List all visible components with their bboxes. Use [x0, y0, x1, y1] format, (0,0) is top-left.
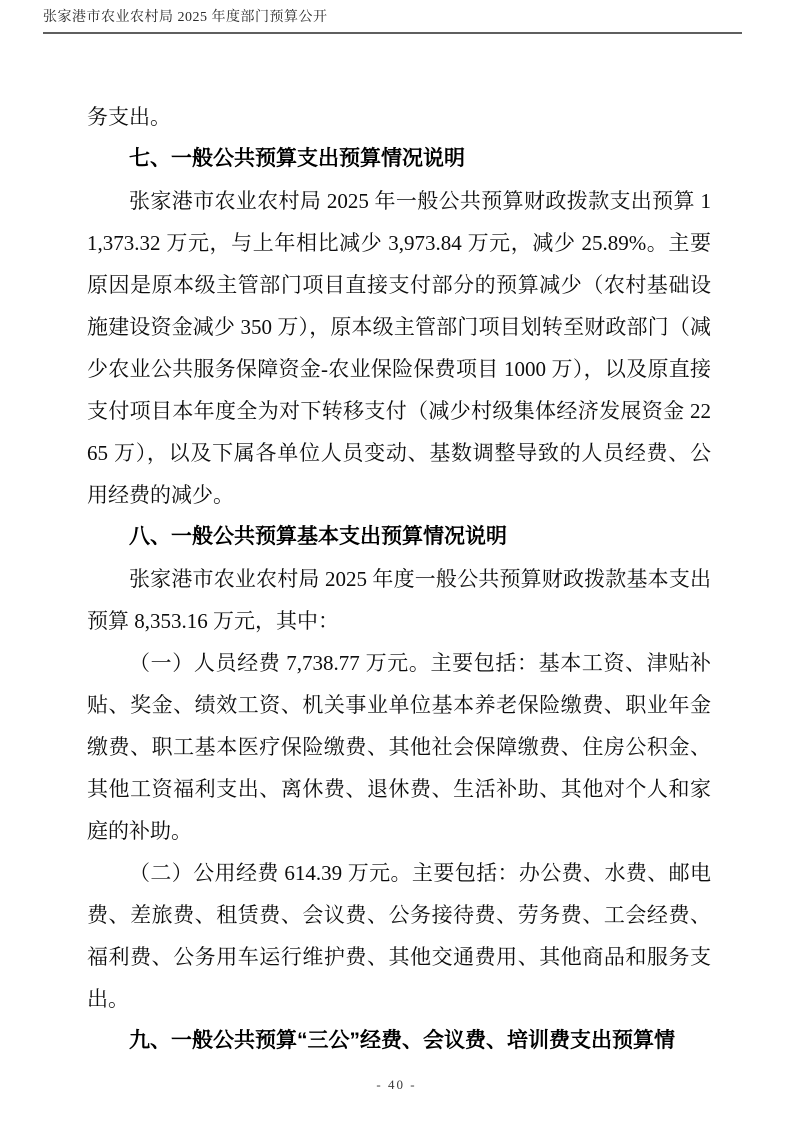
heading-section-nine: 九、一般公共预算“三公”经费、会议费、培训费支出预算情	[129, 1029, 675, 1052]
document-body	[87, 96, 711, 1062]
paragraph-continuation-top: 务支出。	[87, 105, 171, 129]
page-footer	[0, 1076, 793, 1094]
header-title: 张家港市农业农村局 2025 年度部门预算公开	[43, 10, 328, 25]
paragraph-general-budget-expenditure: 张家港市农业农村局 2025 年一般公共预算财政拨款支出预算 11,373.32 万元，与上年相比减少 3,973.84 万元，减少 25.89%。主要原因是原本级主管部门项目直接支付部分的预算减少（农村基础设施建设资金减少 350 万），原本级主管部门项目划转至财政部门（减少农业公共服务保障资金-农业保险保费项目 1000 万），以及原直接支付项目本年度全为对下转移支付（减少村级集体经济发展资金 2265 万），以及下属各单位人员变动、基数调整导致的人员经费、公用经费的减少。	[87, 189, 711, 507]
paragraph-personnel-expenses: （一）人员经费 7,738.77 万元。主要包括：基本工资、津贴补贴、奖金、绩效工资、机关事业单位基本养老保险缴费、职业年金缴费、职工基本医疗保险缴费、其他社会保障缴费、住房公积金、其他工资福利支出、离休费、退休费、生活补助、其他对个人和家庭的补助。	[87, 651, 711, 843]
paragraph-public-expenses: （二）公用经费 614.39 万元。主要包括：办公费、水费、邮电费、差旅费、租赁费、会议费、公务接待费、劳务费、工会经费、福利费、公务用车运行维护费、其他交通费用、其他商品和服务支出。	[87, 861, 711, 1011]
page-number: - 40 -	[376, 1077, 417, 1092]
heading-section-seven: 七、一般公共预算支出预算情况说明	[129, 147, 465, 170]
page-header	[43, 8, 742, 34]
heading-section-eight: 八、一般公共预算基本支出预算情况说明	[129, 525, 507, 548]
paragraph-basic-expenditure-total: 张家港市农业农村局 2025 年度一般公共预算财政拨款基本支出预算 8,353.16 万元，其中：	[87, 567, 711, 633]
